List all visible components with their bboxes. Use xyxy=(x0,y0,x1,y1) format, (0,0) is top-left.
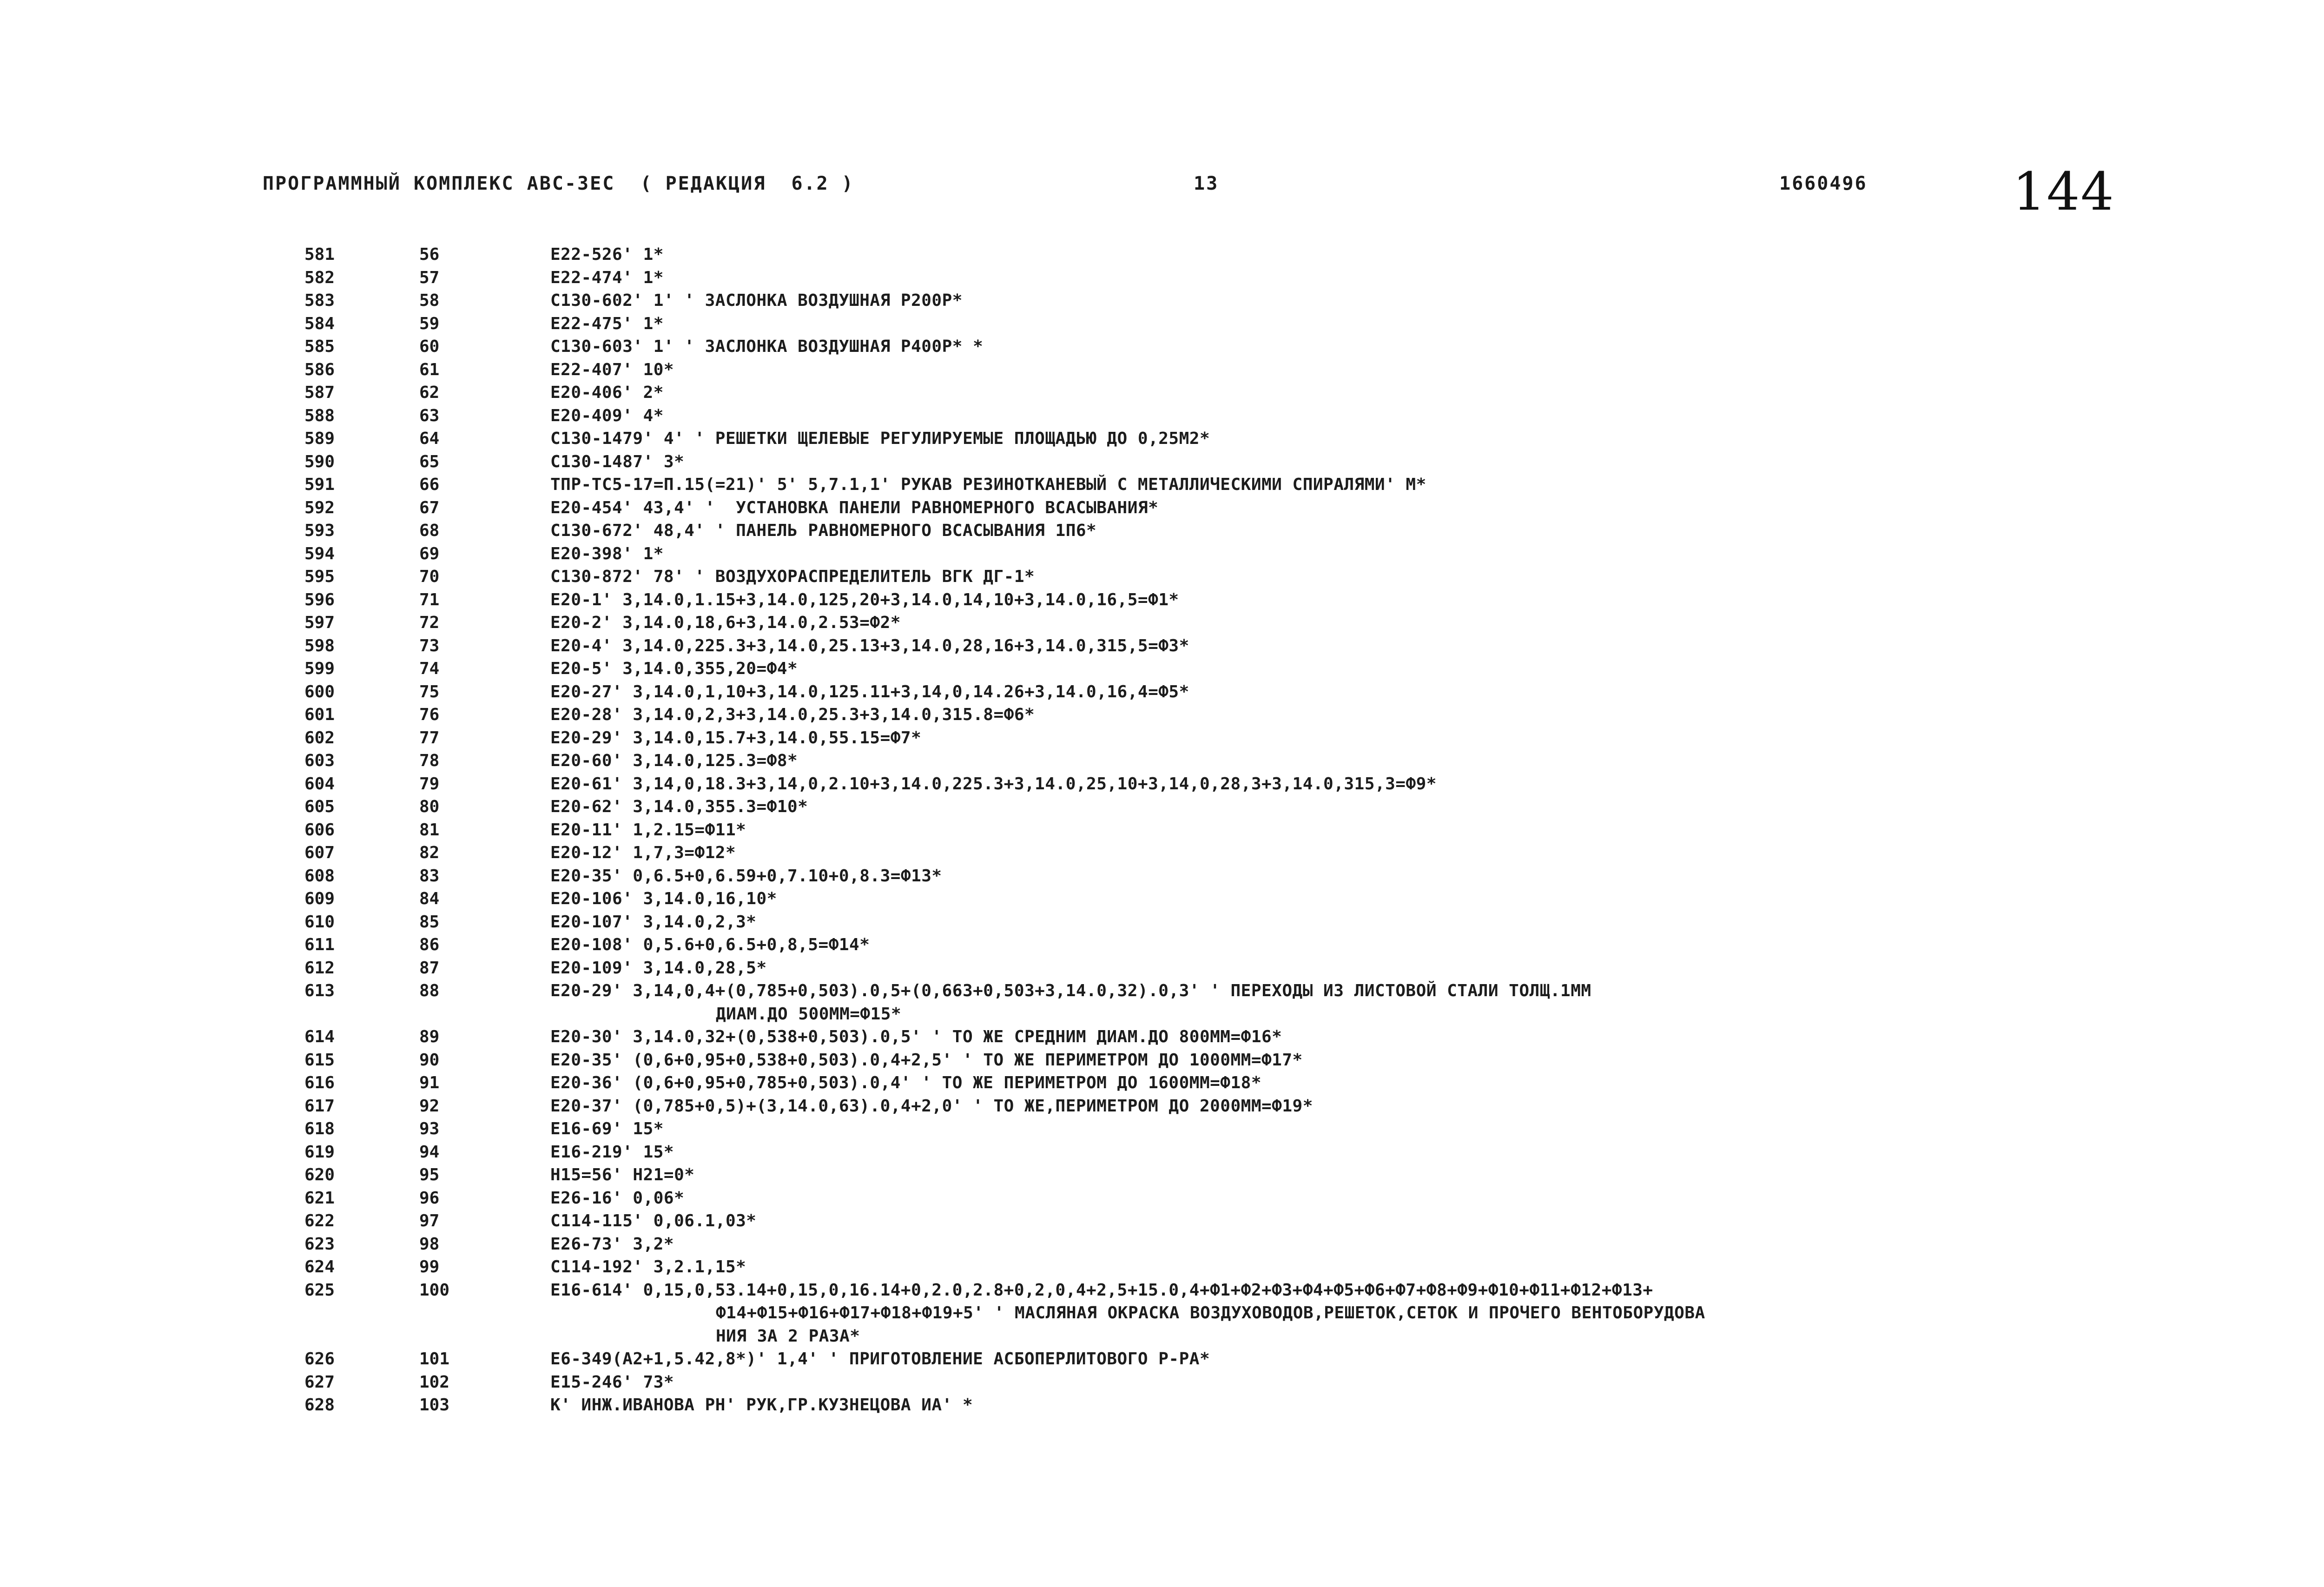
row-item-number: 70 xyxy=(419,567,440,586)
row-item-number: 99 xyxy=(419,1257,440,1276)
row-sequence-number: 583 xyxy=(304,291,335,310)
row-continuation-text: НИЯ ЗА 2 РАЗА* xyxy=(716,1326,860,1346)
row-sequence-number: 582 xyxy=(304,268,335,287)
row-code-text: Е20-406' 2* xyxy=(550,383,664,402)
row-item-number: 67 xyxy=(419,498,440,517)
row-code-text: Е16-219' 15* xyxy=(550,1142,674,1162)
row-code-text: С114-115' 0,06.1,03* xyxy=(550,1211,757,1230)
row-sequence-number: 623 xyxy=(304,1234,335,1254)
row-item-number: 60 xyxy=(419,337,440,356)
row-code-text: Е20-12' 1,7,3=Ф12* xyxy=(550,843,736,862)
listing-row xyxy=(0,657,2324,681)
row-sequence-number: 591 xyxy=(304,475,335,494)
estimate-listing xyxy=(0,243,2324,1417)
printout-header xyxy=(0,173,2324,201)
row-code-text: Е20-454' 43,4' ' УСТАНОВКА ПАНЕЛИ РАВНОМЕРНОГО ВСАСЫВАНИЯ* xyxy=(550,498,1159,517)
listing-row xyxy=(0,565,2324,589)
row-item-number: 65 xyxy=(419,452,440,471)
row-sequence-number: 600 xyxy=(304,682,335,701)
row-code-text: Н15=56' Н21=0* xyxy=(550,1165,695,1184)
listing-row xyxy=(0,542,2324,566)
listing-row xyxy=(0,819,2324,842)
row-item-number: 86 xyxy=(419,935,440,954)
row-item-number: 82 xyxy=(419,843,440,862)
row-code-text: С114-192' 3,2.1,15* xyxy=(550,1257,746,1276)
row-code-text: Е22-407' 10* xyxy=(550,360,674,379)
listing-row xyxy=(0,335,2324,358)
listing-continuation-row xyxy=(0,1003,2324,1026)
row-sequence-number: 615 xyxy=(304,1050,335,1070)
row-sequence-number: 624 xyxy=(304,1257,335,1276)
row-sequence-number: 604 xyxy=(304,774,335,794)
listing-row xyxy=(0,841,2324,865)
row-code-text: С130-872' 78' ' ВОЗДУХОРАСПРЕДЕЛИТЕЛЬ ВГК ДГ-1* xyxy=(550,567,1035,586)
row-code-text: С130-1479' 4' ' РЕШЕТКИ ЩЕЛЕВЫЕ РЕГУЛИРУЕМЫЕ ПЛОЩАДЬЮ ДО 0,25М2* xyxy=(550,429,1210,448)
listing-row xyxy=(0,1279,2324,1302)
row-sequence-number: 611 xyxy=(304,935,335,954)
row-sequence-number: 628 xyxy=(304,1395,335,1415)
row-sequence-number: 620 xyxy=(304,1165,335,1184)
row-sequence-number: 609 xyxy=(304,889,335,908)
row-code-text: Е20-108' 0,5.6+0,6.5+0,8,5=Ф14* xyxy=(550,935,870,954)
row-item-number: 59 xyxy=(419,314,440,333)
listing-row xyxy=(0,1210,2324,1233)
row-code-text: Е20-35' (0,6+0,95+0,538+0,503).0,4+2,5' ' ТО ЖЕ ПЕРИМЕТРОМ ДО 1000ММ=Ф17* xyxy=(550,1050,1303,1070)
row-sequence-number: 627 xyxy=(304,1372,335,1392)
listing-row xyxy=(0,266,2324,290)
listing-continuation-row xyxy=(0,1325,2324,1348)
document-code: 1660496 xyxy=(1779,173,1868,194)
row-sequence-number: 618 xyxy=(304,1119,335,1138)
row-item-number: 69 xyxy=(419,544,440,563)
listing-row xyxy=(0,519,2324,542)
listing-row xyxy=(0,1164,2324,1187)
listing-row xyxy=(0,1071,2324,1095)
row-sequence-number: 605 xyxy=(304,797,335,816)
row-code-text: С130-1487' 3* xyxy=(550,452,685,471)
row-code-text: Е26-16' 0,06* xyxy=(550,1188,685,1208)
row-code-text: Е20-62' 3,14.0,355.3=Ф10* xyxy=(550,797,808,816)
row-code-text: Е20-37' (0,785+0,5)+(3,14.0,63).0,4+2,0' ' ТО ЖЕ,ПЕРИМЕТРОМ ДО 2000ММ=Ф19* xyxy=(550,1096,1313,1116)
row-sequence-number: 599 xyxy=(304,659,335,678)
row-sequence-number: 607 xyxy=(304,843,335,862)
row-item-number: 85 xyxy=(419,912,440,932)
row-sequence-number: 592 xyxy=(304,498,335,517)
row-sequence-number: 596 xyxy=(304,590,335,609)
listing-row xyxy=(0,1394,2324,1417)
row-item-number: 103 xyxy=(419,1395,450,1415)
row-item-number: 87 xyxy=(419,958,440,978)
row-sequence-number: 606 xyxy=(304,820,335,840)
row-code-text: Е20-11' 1,2.15=Ф11* xyxy=(550,820,746,840)
row-item-number: 91 xyxy=(419,1073,440,1092)
row-code-text: Е16-69' 15* xyxy=(550,1119,664,1138)
row-item-number: 76 xyxy=(419,705,440,724)
listing-row xyxy=(0,450,2324,474)
row-code-text: Е20-107' 3,14.0,2,3* xyxy=(550,912,757,932)
listing-row xyxy=(0,381,2324,404)
row-code-text: Е20-60' 3,14.0,125.3=Ф8* xyxy=(550,751,798,770)
row-sequence-number: 602 xyxy=(304,728,335,747)
listing-row xyxy=(0,957,2324,980)
row-code-text: К' ИНЖ.ИВАНОВА РН' РУК,ГР.КУЗНЕЦОВА ИА' * xyxy=(550,1395,973,1415)
row-sequence-number: 619 xyxy=(304,1142,335,1162)
row-item-number: 100 xyxy=(419,1280,450,1300)
row-code-text: Е20-30' 3,14.0,32+(0,538+0,503).0,5' ' ТО ЖЕ СРЕДНИМ ДИАМ.ДО 800ММ=Ф16* xyxy=(550,1027,1282,1046)
row-code-text: Е20-106' 3,14.0,16,10* xyxy=(550,889,777,908)
row-code-text: Е22-526' 1* xyxy=(550,245,664,264)
listing-row xyxy=(0,887,2324,911)
row-sequence-number: 625 xyxy=(304,1280,335,1300)
listing-row xyxy=(0,727,2324,750)
row-sequence-number: 626 xyxy=(304,1349,335,1369)
row-code-text: Е22-474' 1* xyxy=(550,268,664,287)
listing-row xyxy=(0,1118,2324,1141)
row-item-number: 74 xyxy=(419,659,440,678)
listing-row xyxy=(0,1187,2324,1210)
listing-row xyxy=(0,289,2324,312)
row-code-text: Е20-2' 3,14.0,18,6+3,14.0,2.53=Ф2* xyxy=(550,613,901,632)
row-sequence-number: 593 xyxy=(304,521,335,540)
listing-continuation-row xyxy=(0,1302,2324,1325)
row-code-text: Е20-5' 3,14.0,355,20=Ф4* xyxy=(550,659,798,678)
row-continuation-text: Ф14+Ф15+Ф16+Ф17+Ф18+Ф19+5' ' МАСЛЯНАЯ ОКРАСКА ВОЗДУХОВОДОВ,РЕШЕТОК,СЕТОК И ПРОЧЕГО ВЕНТОБОРУДОВА xyxy=(716,1303,1705,1322)
listing-row xyxy=(0,358,2324,382)
row-item-number: 57 xyxy=(419,268,440,287)
row-sequence-number: 594 xyxy=(304,544,335,563)
listing-row xyxy=(0,496,2324,520)
row-sequence-number: 586 xyxy=(304,360,335,379)
row-code-text: Е20-1' 3,14.0,1.15+3,14.0,125,20+3,14.0,14,10+3,14.0,16,5=Ф1* xyxy=(550,590,1179,609)
row-sequence-number: 584 xyxy=(304,314,335,333)
listing-row xyxy=(0,635,2324,658)
row-item-number: 102 xyxy=(419,1372,450,1392)
row-sequence-number: 610 xyxy=(304,912,335,932)
row-item-number: 97 xyxy=(419,1211,440,1230)
row-item-number: 78 xyxy=(419,751,440,770)
row-item-number: 66 xyxy=(419,475,440,494)
row-item-number: 80 xyxy=(419,797,440,816)
listing-row xyxy=(0,611,2324,635)
row-item-number: 101 xyxy=(419,1349,450,1369)
row-sequence-number: 590 xyxy=(304,452,335,471)
row-sequence-number: 598 xyxy=(304,636,335,655)
row-sequence-number: 622 xyxy=(304,1211,335,1230)
row-code-text: Е20-109' 3,14.0,28,5* xyxy=(550,958,767,978)
row-code-text: С130-672' 48,4' ' ПАНЕЛЬ РАВНОМЕРНОГО ВСАСЫВАНИЯ 1П6* xyxy=(550,521,1097,540)
listing-row xyxy=(0,703,2324,727)
row-sequence-number: 588 xyxy=(304,406,335,425)
row-item-number: 56 xyxy=(419,245,440,264)
listing-row xyxy=(0,473,2324,496)
row-code-text: Е20-4' 3,14.0,225.3+3,14.0,25.13+3,14.0,28,16+3,14.0,315,5=Ф3* xyxy=(550,636,1189,655)
row-item-number: 61 xyxy=(419,360,440,379)
row-item-number: 68 xyxy=(419,521,440,540)
row-sequence-number: 612 xyxy=(304,958,335,978)
row-item-number: 77 xyxy=(419,728,440,747)
row-sequence-number: 585 xyxy=(304,337,335,356)
row-item-number: 75 xyxy=(419,682,440,701)
listing-row xyxy=(0,1141,2324,1164)
listing-row xyxy=(0,865,2324,888)
row-code-text: С130-602' 1' ' ЗАСЛОНКА ВОЗДУШНАЯ Р200Р* xyxy=(550,291,963,310)
listing-row xyxy=(0,1095,2324,1118)
row-item-number: 92 xyxy=(419,1096,440,1116)
row-sequence-number: 616 xyxy=(304,1073,335,1092)
listing-row xyxy=(0,1049,2324,1072)
row-code-text: ТПР-ТС5-17=П.15(=21)' 5' 5,7.1,1' РУКАВ РЕЗИНОТКАНЕВЫЙ С МЕТАЛЛИЧЕСКИМИ СПИРАЛЯМИ' М* xyxy=(550,475,1426,494)
row-item-number: 72 xyxy=(419,613,440,632)
row-code-text: Е20-29' 3,14,0,4+(0,785+0,503).0,5+(0,663+0,503+3,14.0,32).0,3' ' ПЕРЕХОДЫ ИЗ ЛИСТОВОЙ СТАЛИ ТОЛЩ.1ММ xyxy=(550,981,1591,1000)
listing-row xyxy=(0,933,2324,957)
listing-row xyxy=(0,681,2324,704)
listing-row xyxy=(0,312,2324,336)
row-item-number: 63 xyxy=(419,406,440,425)
row-item-number: 64 xyxy=(419,429,440,448)
row-sequence-number: 587 xyxy=(304,383,335,402)
row-sequence-number: 608 xyxy=(304,866,335,886)
row-item-number: 98 xyxy=(419,1234,440,1254)
row-item-number: 71 xyxy=(419,590,440,609)
row-continuation-text: ДИАМ.ДО 500ММ=Ф15* xyxy=(716,1004,902,1024)
row-item-number: 81 xyxy=(419,820,440,840)
row-sequence-number: 617 xyxy=(304,1096,335,1116)
row-sequence-number: 581 xyxy=(304,245,335,264)
row-code-text: Е26-73' 3,2* xyxy=(550,1234,674,1254)
listing-row xyxy=(0,243,2324,266)
listing-row xyxy=(0,979,2324,1003)
row-code-text: Е20-61' 3,14,0,18.3+3,14,0,2.10+3,14.0,225.3+3,14.0,25,10+3,14,0,28,3+3,14.0,315,3=Ф9* xyxy=(550,774,1437,794)
row-item-number: 89 xyxy=(419,1027,440,1046)
row-item-number: 88 xyxy=(419,981,440,1000)
row-item-number: 96 xyxy=(419,1188,440,1208)
row-item-number: 73 xyxy=(419,636,440,655)
listing-row xyxy=(0,1371,2324,1394)
listing-row xyxy=(0,1256,2324,1279)
row-code-text: Е20-398' 1* xyxy=(550,544,664,563)
row-item-number: 62 xyxy=(419,383,440,402)
listing-row xyxy=(0,911,2324,934)
program-title: ПРОГРАММНЫЙ КОМПЛЕКС АВС-3ЕС ( РЕДАКЦИЯ 6.2 ) xyxy=(263,173,854,194)
row-sequence-number: 595 xyxy=(304,567,335,586)
listing-row xyxy=(0,773,2324,796)
row-item-number: 90 xyxy=(419,1050,440,1070)
row-item-number: 84 xyxy=(419,889,440,908)
listing-row xyxy=(0,1348,2324,1371)
row-sequence-number: 603 xyxy=(304,751,335,770)
listing-row xyxy=(0,1233,2324,1256)
row-item-number: 58 xyxy=(419,291,440,310)
listing-row xyxy=(0,795,2324,819)
row-sequence-number: 613 xyxy=(304,981,335,1000)
row-code-text: Е16-614' 0,15,0,53.14+0,15,0,16.14+0,2.0,2.8+0,2,0,4+2,5+15.0,4+Ф1+Ф2+Ф3+Ф4+Ф5+Ф6+Ф7+Ф8+Ф9+Ф10+Ф11+Ф12+Ф13+ xyxy=(550,1280,1653,1300)
row-code-text: Е20-27' 3,14.0,1,10+3,14.0,125.11+3,14,0,14.26+3,14.0,16,4=Ф5* xyxy=(550,682,1189,701)
row-sequence-number: 614 xyxy=(304,1027,335,1046)
listing-row xyxy=(0,404,2324,428)
row-item-number: 95 xyxy=(419,1165,440,1184)
row-sequence-number: 597 xyxy=(304,613,335,632)
page-number: 13 xyxy=(1194,173,1219,194)
row-code-text: Е20-36' (0,6+0,95+0,785+0,503).0,4' ' ТО ЖЕ ПЕРИМЕТРОМ ДО 1600ММ=Ф18* xyxy=(550,1073,1261,1092)
row-code-text: Е20-409' 4* xyxy=(550,406,664,425)
row-code-text: С130-603' 1' ' ЗАСЛОНКА ВОЗДУШНАЯ Р400Р* * xyxy=(550,337,984,356)
row-sequence-number: 589 xyxy=(304,429,335,448)
row-code-text: Е15-246' 73* xyxy=(550,1372,674,1392)
row-code-text: Е20-35' 0,6.5+0,6.59+0,7.10+0,8.3=Ф13* xyxy=(550,866,942,886)
listing-row xyxy=(0,1025,2324,1049)
row-item-number: 94 xyxy=(419,1142,440,1162)
row-code-text: Е22-475' 1* xyxy=(550,314,664,333)
handwritten-sheet-number: 144 xyxy=(2013,162,2115,222)
row-item-number: 93 xyxy=(419,1119,440,1138)
row-code-text: Е20-29' 3,14.0,15.7+3,14.0,55.15=Ф7* xyxy=(550,728,922,747)
row-item-number: 79 xyxy=(419,774,440,794)
row-code-text: Е20-28' 3,14.0,2,3+3,14.0,25.3+3,14.0,315.8=Ф6* xyxy=(550,705,1035,724)
row-item-number: 83 xyxy=(419,866,440,886)
listing-row xyxy=(0,427,2324,450)
listing-row xyxy=(0,589,2324,612)
row-sequence-number: 601 xyxy=(304,705,335,724)
row-code-text: Е6-349(А2+1,5.42,8*)' 1,4' ' ПРИГОТОВЛЕНИЕ АСБОПЕРЛИТОВОГО Р-РА* xyxy=(550,1349,1210,1369)
listing-row xyxy=(0,749,2324,773)
row-sequence-number: 621 xyxy=(304,1188,335,1208)
